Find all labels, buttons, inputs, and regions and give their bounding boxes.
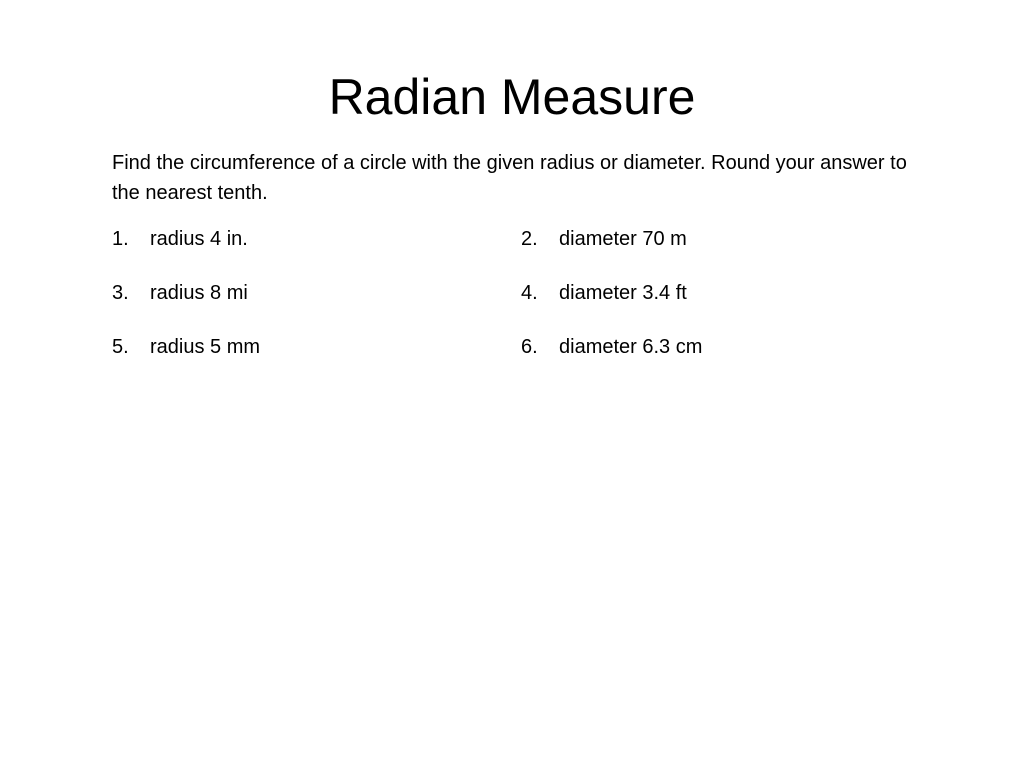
problem-number: 2. — [521, 228, 538, 250]
problem-item — [112, 333, 260, 361]
problem-item — [112, 225, 248, 253]
problem-number: 6. — [521, 336, 538, 358]
problem-item — [521, 333, 702, 361]
problem-item — [112, 279, 248, 307]
problem-number: 3. — [112, 282, 129, 304]
problem-text: diameter 3.4 ft — [559, 282, 687, 304]
problem-text: radius 5 mm — [150, 336, 261, 358]
problem-item — [521, 225, 687, 253]
problem-text: diameter 6.3 cm — [559, 336, 703, 358]
slide-title: Radian Measure — [328, 69, 696, 125]
problem-item — [521, 279, 687, 307]
problem-text: diameter 70 m — [559, 228, 687, 250]
problem-text: radius 4 in. — [150, 228, 248, 250]
problem-number: 5. — [112, 336, 129, 358]
instructions-text: Find the circumference of a circle with the given radius or diameter. Round your answer to the nearest tenth. — [112, 152, 907, 204]
problem-number: 4. — [521, 282, 538, 304]
problem-text: radius 8 mi — [150, 282, 248, 304]
problem-number: 1. — [112, 228, 129, 250]
